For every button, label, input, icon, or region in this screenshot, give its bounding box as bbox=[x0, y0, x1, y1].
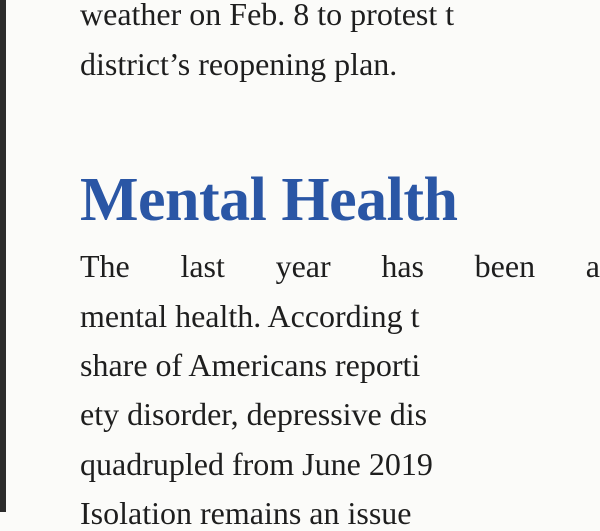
body-line-1-word: a bbox=[585, 248, 600, 284]
body-line-2: mental health. According t bbox=[80, 298, 420, 334]
body-line-1 bbox=[80, 250, 600, 282]
left-border-rule bbox=[0, 0, 6, 512]
body-line-4: ety disorder, depressive dis bbox=[80, 396, 428, 432]
body-line-3: share of Americans reporti bbox=[80, 347, 421, 383]
body-line-1-word: been bbox=[474, 248, 536, 284]
body-line-1-word: year bbox=[275, 248, 331, 284]
previous-paragraph-line-2: district’s reopening plan. bbox=[80, 46, 398, 82]
body-line-1-word: The bbox=[80, 248, 130, 284]
section-heading: Mental Health bbox=[80, 166, 458, 234]
body-line-1-word: has bbox=[381, 248, 424, 284]
body-line-1-word: last bbox=[180, 248, 225, 284]
body-line-6: Isolation remains an issue bbox=[80, 495, 412, 531]
body-line-5: quadrupled from June 2019 bbox=[80, 446, 433, 482]
previous-paragraph-line-1: weather on Feb. 8 to protest t bbox=[80, 0, 455, 32]
